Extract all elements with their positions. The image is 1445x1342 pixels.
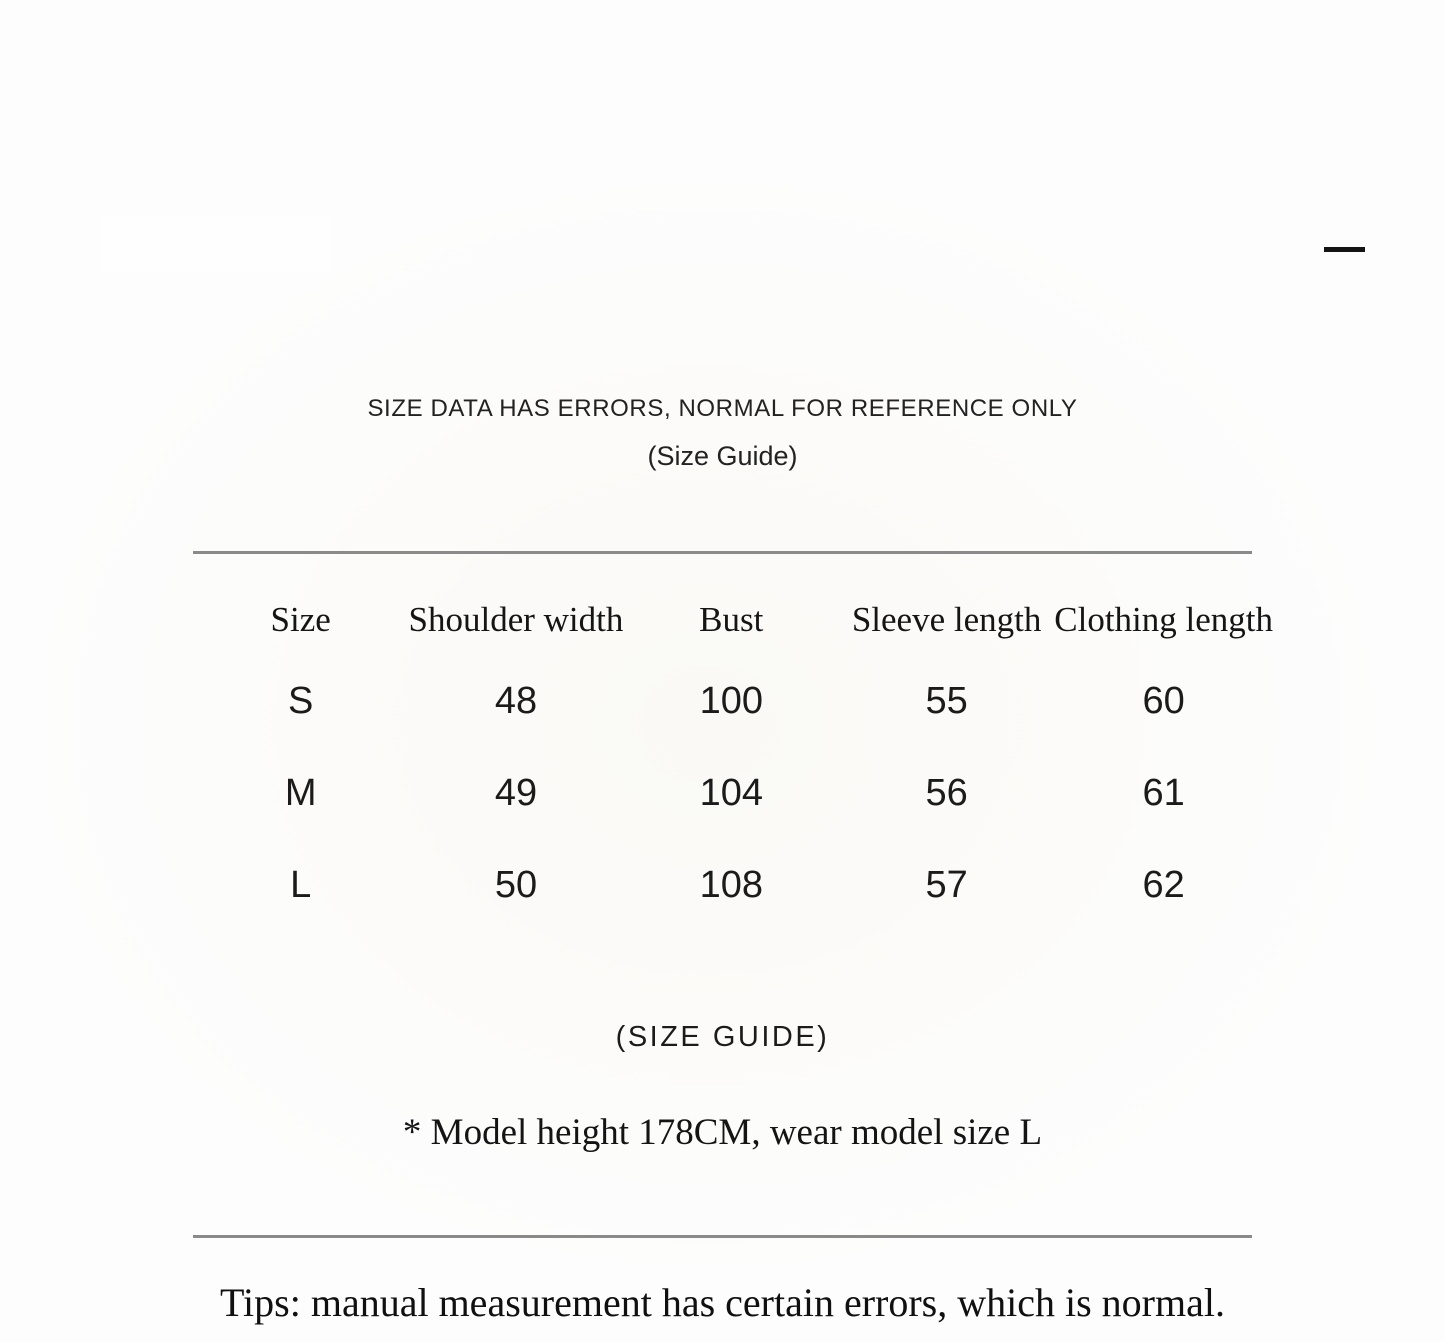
measurement-tips: Tips: manual measurement has certain errors, which is normal. xyxy=(220,1280,1225,1325)
size-guide-subtitle: (Size Guide) xyxy=(647,441,798,471)
background-patch xyxy=(100,217,330,273)
minus-dash-icon xyxy=(1324,247,1365,252)
size-value-cell: 60 xyxy=(1142,679,1185,722)
size-value-cell: 56 xyxy=(925,771,968,814)
size-row-label: M xyxy=(284,771,317,814)
col-header-shoulder-width: Shoulder width xyxy=(408,600,624,639)
col-header-clothing-length: Clothing length xyxy=(1054,600,1273,639)
size-value-cell: 62 xyxy=(1142,863,1185,906)
size-disclaimer-title: SIZE DATA HAS ERRORS, NORMAL FOR REFERENCE ONLY xyxy=(367,395,1078,422)
model-height-note: * Model height 178CM, wear model size L xyxy=(402,1112,1043,1153)
size-value-cell: 57 xyxy=(925,863,968,906)
size-value-cell: 48 xyxy=(494,679,538,722)
size-guide-caption: (SIZE GUIDE) xyxy=(615,1021,830,1053)
col-header-sleeve-length: Sleeve length xyxy=(851,600,1042,639)
size-value-cell: 49 xyxy=(494,771,538,814)
size-value-cell: 61 xyxy=(1142,771,1185,814)
size-value-cell: 100 xyxy=(699,679,763,722)
divider-top xyxy=(193,551,1252,554)
col-header-bust: Bust xyxy=(699,600,764,639)
size-value-cell: 108 xyxy=(699,863,763,906)
size-value-cell: 104 xyxy=(699,771,763,814)
size-row-label: S xyxy=(287,679,314,722)
size-value-cell: 55 xyxy=(925,679,968,722)
size-value-cell: 50 xyxy=(494,863,538,906)
size-row-label: L xyxy=(290,863,312,906)
size-table xyxy=(193,585,1273,931)
divider-bottom xyxy=(193,1235,1252,1238)
col-header-size: Size xyxy=(270,600,331,639)
